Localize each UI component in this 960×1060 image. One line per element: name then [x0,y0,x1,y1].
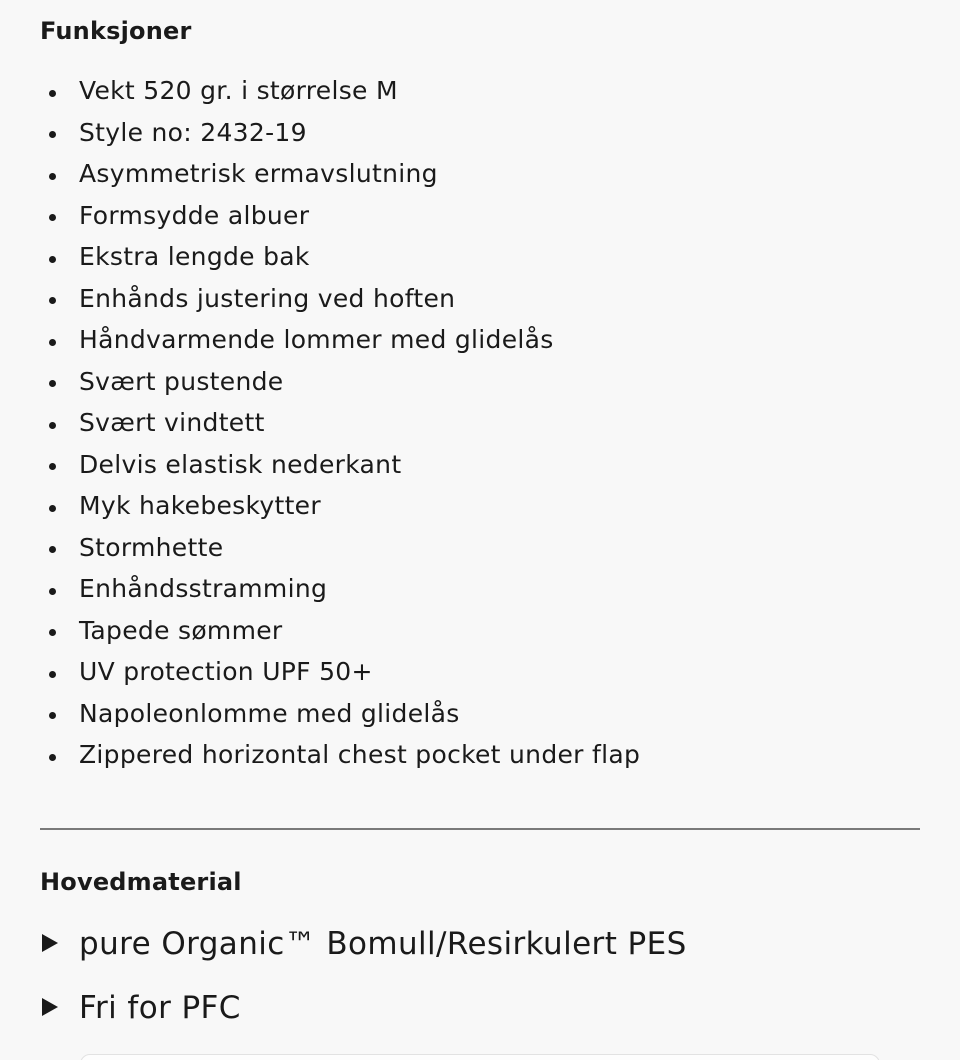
bullet-dot-icon [49,256,56,263]
feature-text: Svært pustende [79,366,284,396]
feature-item [40,402,920,444]
feature-item [40,112,920,154]
bullet-dot-icon [49,297,56,304]
bullet-dot-icon [49,380,56,387]
feature-text: Formsydde albuer [79,200,310,230]
features-heading: Funksjoner [40,17,192,45]
feature-text: Zippered horizontal chest pocket under flap [79,740,641,769]
feature-text: Myk hakebeskytter [79,491,321,520]
feature-item [40,568,920,610]
feature-item [40,278,920,320]
feature-item [40,693,920,735]
bullet-dot-icon [49,339,56,346]
bullet-dot-icon [49,463,56,470]
material-item-pfc-free[interactable] [40,976,920,1040]
next-card-edge [80,1054,880,1060]
bullet-dot-icon [49,588,56,595]
bullet-dot-icon [49,629,56,636]
feature-text: Svært vindtett [79,408,265,437]
feature-text: Tapede sømmer [79,615,283,645]
bullet-dot-icon [49,546,56,553]
feature-item [40,236,920,278]
bullet-dot-icon [49,173,56,180]
feature-item [40,153,920,195]
feature-text: Napoleonlomme med glidelås [79,698,460,728]
feature-text: Vekt 520 gr. i størrelse M [79,76,398,105]
feature-item [40,319,920,361]
feature-item [40,361,920,403]
feature-text: Enhånds justering ved hoften [79,283,456,313]
bullet-dot-icon [49,422,56,429]
feature-text: Delvis elastisk nederkant [79,449,402,479]
material-item-organic-cotton[interactable] [40,912,920,976]
feature-text: Stormhette [79,532,224,562]
feature-item [40,651,920,693]
feature-item [40,610,920,652]
feature-item [40,734,920,776]
feature-text: UV protection UPF 50+ [79,657,373,686]
bullet-dot-icon [49,131,56,138]
feature-text: Håndvarmende lommer med glidelås [79,325,554,354]
main-material-list [40,912,920,1040]
bullet-dot-icon [49,90,56,97]
features-list [40,70,920,776]
feature-text: Ekstra lengde bak [79,242,310,271]
feature-text: Enhåndsstramming [79,574,328,603]
section-divider [40,828,920,830]
main-material-heading: Hovedmaterial [40,868,242,896]
bullet-dot-icon [49,671,56,678]
triangle-right-icon [42,998,58,1016]
bullet-dot-icon [49,214,56,221]
material-text: Fri for PFC [79,990,241,1026]
feature-text: Asymmetrisk ermavslutning [79,159,438,188]
feature-item [40,195,920,237]
feature-item [40,527,920,569]
bullet-dot-icon [49,754,56,761]
bullet-dot-icon [49,505,56,512]
feature-item [40,444,920,486]
feature-text: Style no: 2432-19 [79,117,307,147]
triangle-right-icon [42,934,58,952]
bullet-dot-icon [49,712,56,719]
feature-item [40,485,920,527]
material-text: pure Organic™ Bomull/Resirkulert PES [79,926,687,962]
feature-item [40,70,920,112]
